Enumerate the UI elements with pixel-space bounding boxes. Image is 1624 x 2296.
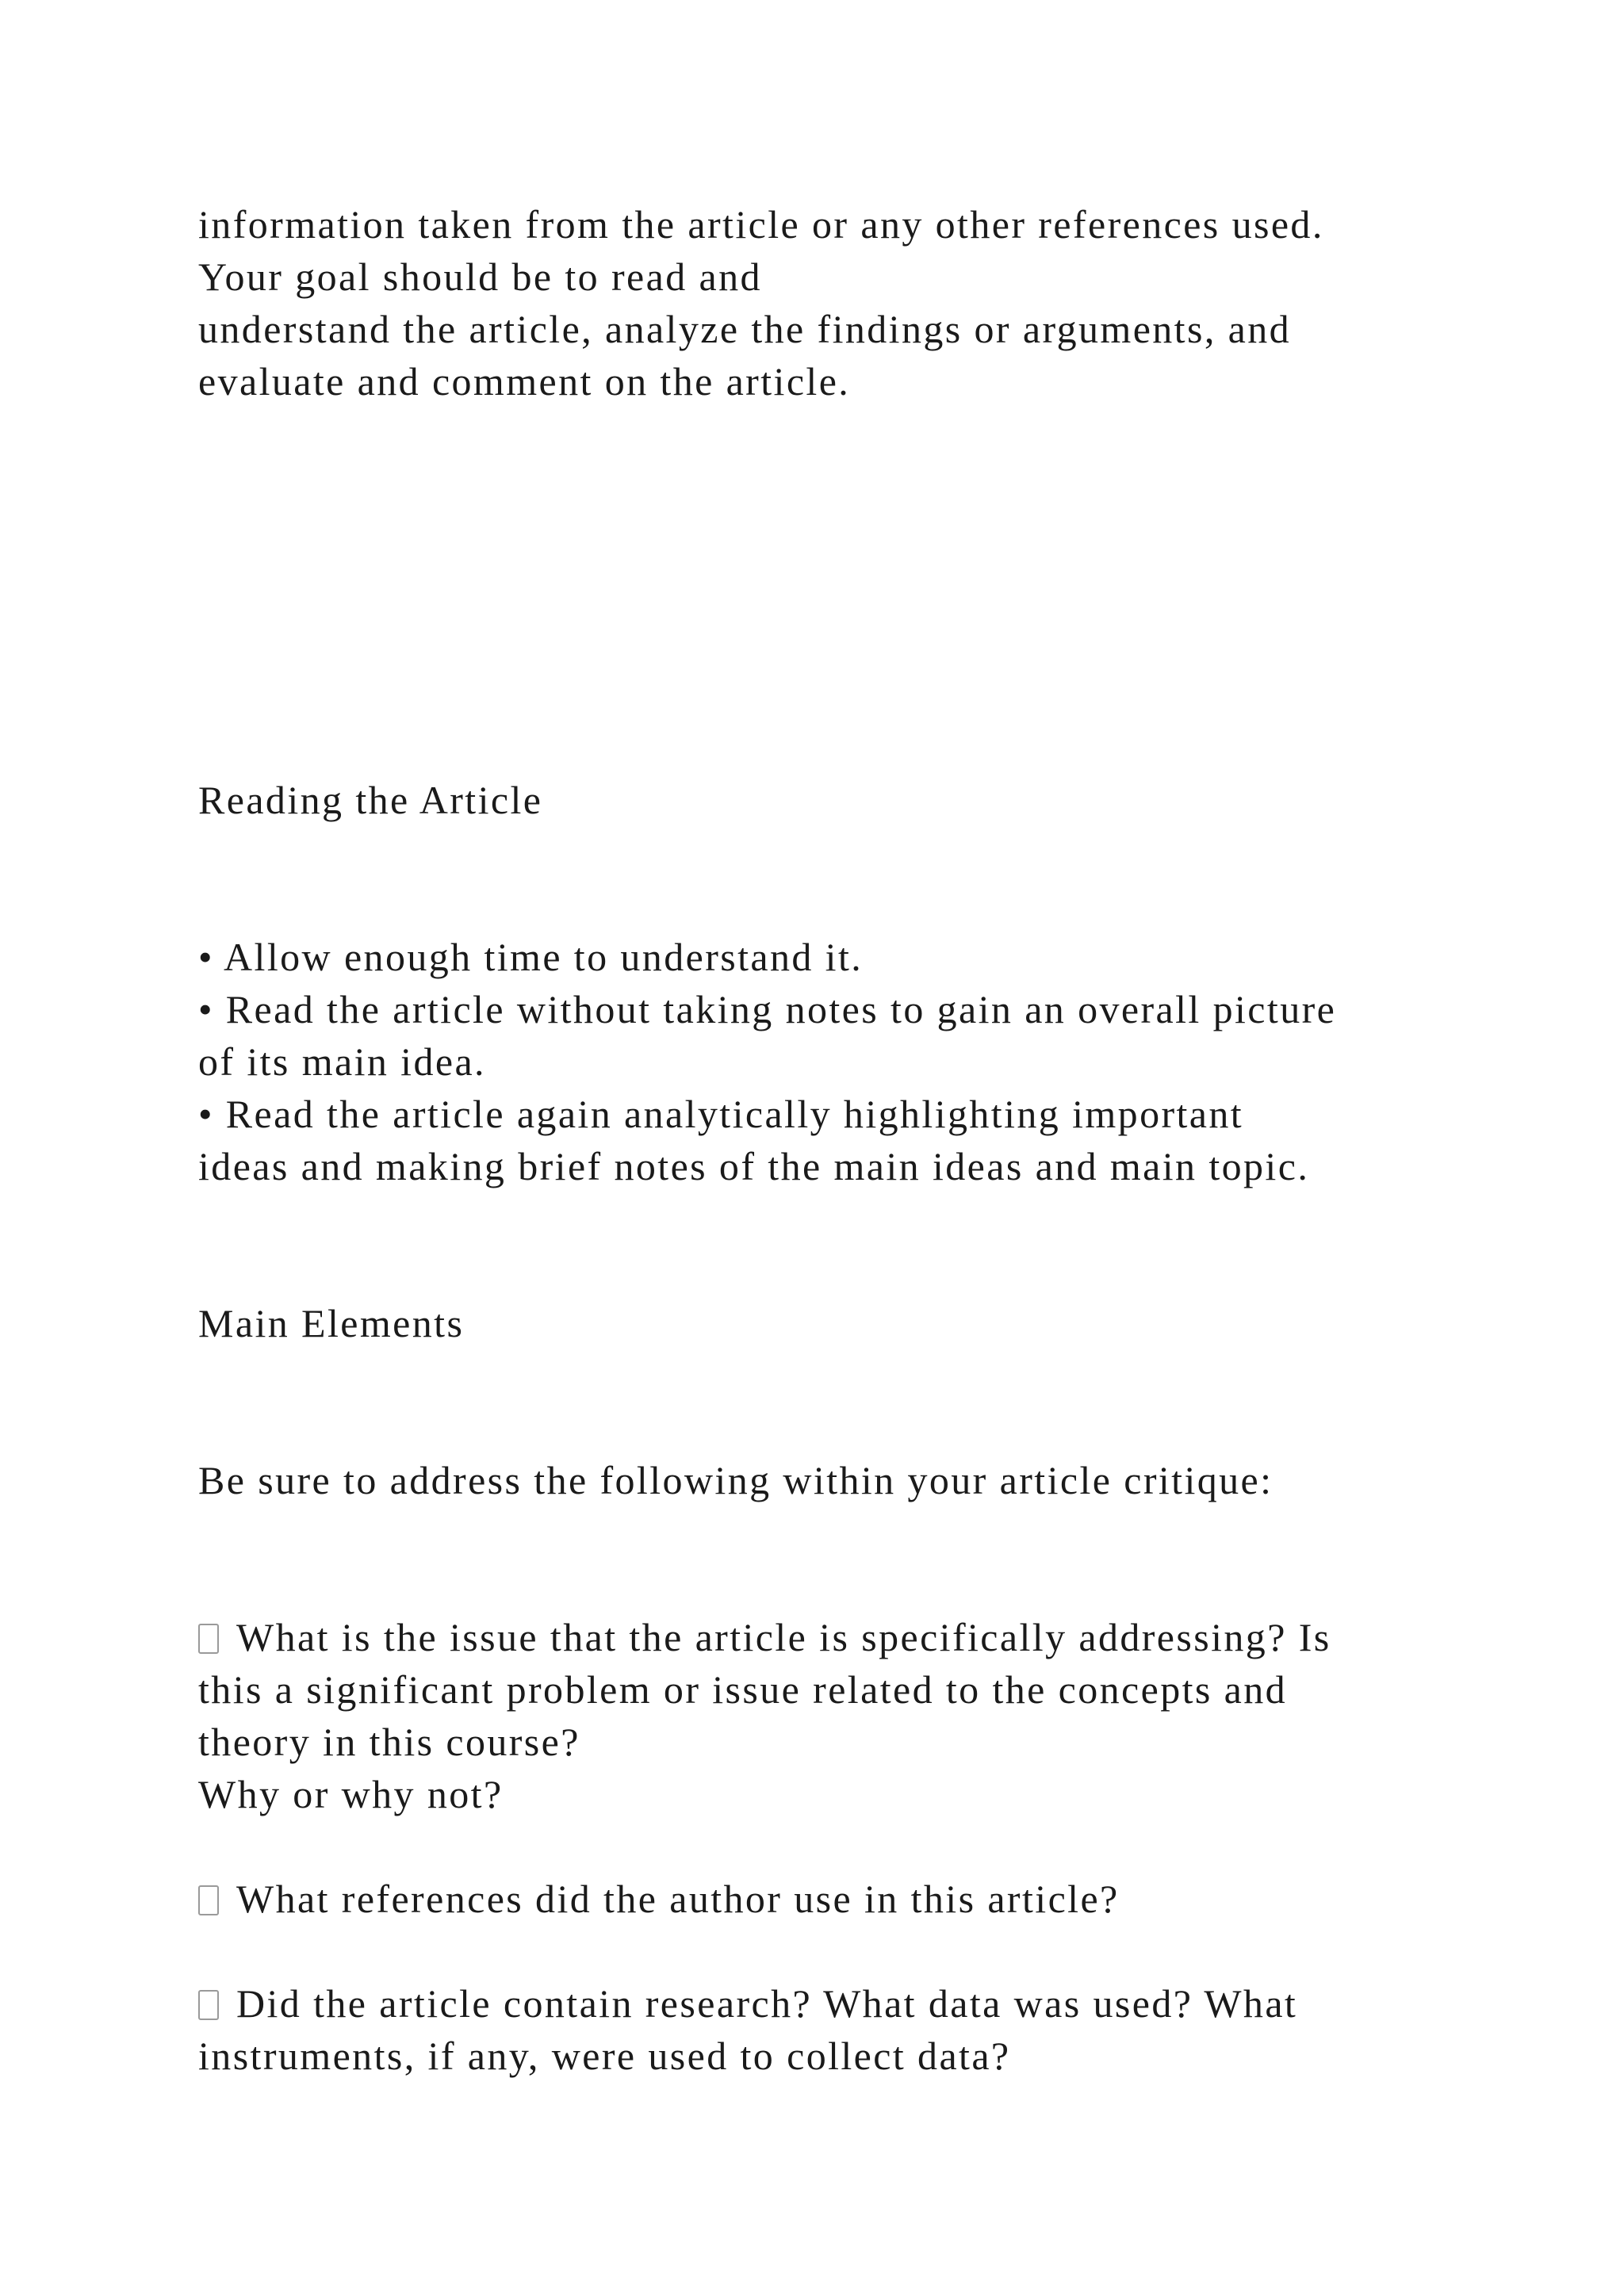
reading-bullet-2-line-2: of its main idea. bbox=[198, 1039, 486, 1084]
question-3-text: Did the article contain research? What data was used? What bbox=[236, 1981, 1298, 2026]
intro-line-2: Your goal should be to read and bbox=[198, 254, 762, 299]
question-1-line-1 bbox=[198, 1611, 1331, 1663]
question-1-line-3: theory in this course? bbox=[198, 1720, 580, 1764]
question-1-line-4: Why or why not? bbox=[198, 1772, 504, 1816]
reading-bullet-3-line-1: • Read the article again analytically highlighting important bbox=[198, 1092, 1244, 1136]
missing-glyph-box-icon bbox=[198, 1885, 219, 1915]
missing-glyph-box-icon bbox=[198, 1990, 219, 2020]
intro-line-1: information taken from the article or any other references used. bbox=[198, 202, 1324, 247]
question-3-line-2: instruments, if any, were used to collect data? bbox=[198, 2034, 1011, 2078]
question-2-text: What references did the author use in this article? bbox=[236, 1877, 1120, 1921]
main-elements-intro: Be sure to address the following within your article critique: bbox=[198, 1458, 1274, 1502]
intro-line-3: understand the article, analyze the findings or arguments, and bbox=[198, 307, 1292, 351]
question-2-line-1 bbox=[198, 1873, 1120, 1925]
reading-heading: Reading the Article bbox=[198, 778, 543, 822]
missing-glyph-box-icon bbox=[198, 1624, 219, 1654]
main-elements-heading: Main Elements bbox=[198, 1301, 465, 1345]
intro-line-4: evaluate and comment on the article. bbox=[198, 359, 851, 404]
question-3-line-1 bbox=[198, 1977, 1297, 2030]
question-1-text: What is the issue that the article is specifically addressing? Is bbox=[236, 1615, 1331, 1659]
reading-bullet-2-line-1: • Read the article without taking notes to gain an overall picture bbox=[198, 987, 1337, 1031]
reading-bullet-3-line-2: ideas and making brief notes of the main ideas and main topic. bbox=[198, 1144, 1310, 1188]
question-1-line-2: this a significant problem or issue related to the concepts and bbox=[198, 1667, 1288, 1712]
reading-bullet-1: • Allow enough time to understand it. bbox=[198, 935, 864, 979]
